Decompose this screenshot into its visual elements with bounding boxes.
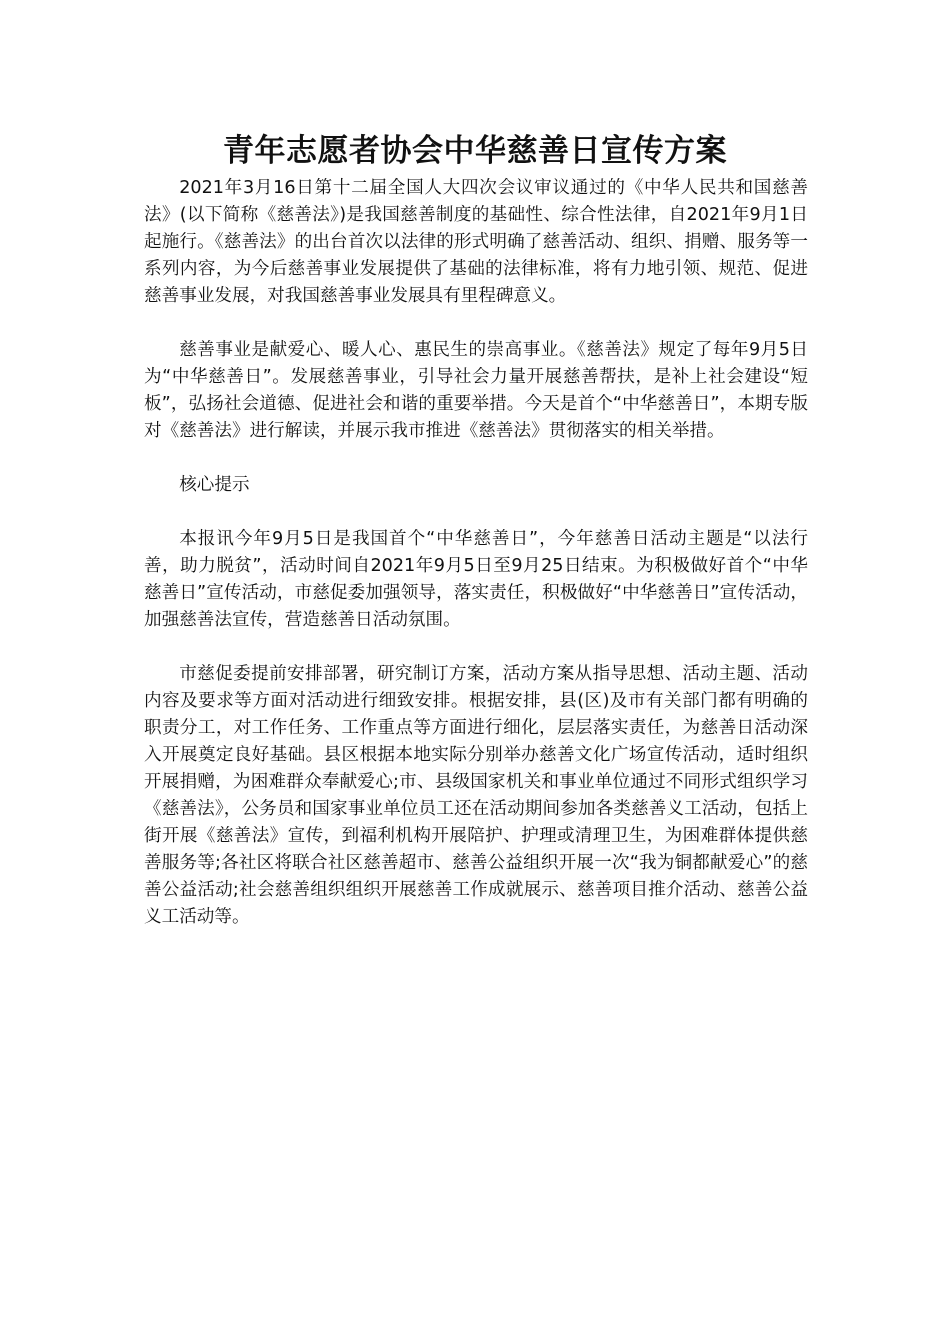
- paragraph-core-hint: 核心提示: [179, 475, 250, 495]
- paragraph-charity-day: 慈善事业是献爱心、暖人心、惠民生的崇高事业。《慈善法》规定了每年9月5日为“中华慈善日”。发展慈善事业，引导社会力量开展慈善帮扶，是补上社会建设“短板”，弘扬社会道德、促进社会和谐的重要举措。今天是首个“中华慈善日”，本期专版对《慈善法》进行解读，并展示我市推进《慈善法》贯彻落实的相关举措。: [144, 340, 808, 441]
- paragraph-intro: 2021年3月16日第十二届全国人大四次会议审议通过的《中华人民共和国慈善法》(以下简称《慈善法》)是我国慈善制度的基础性、综合性法律，自2021年9月1日起施行。《慈善法》的出台首次以法律的形式明确了慈善活动、组织、捐赠、服务等一系列内容，为今后慈善事业发展提供了基础的法律标准，将有力地引领、规范、促进慈善事业发展，对我国慈善事业发展具有里程碑意义。: [144, 178, 808, 306]
- document-body: [144, 175, 808, 958]
- paragraph-news-report: 本报讯今年9月5日是我国首个“中华慈善日”，今年慈善日活动主题是“以法行善，助力脱贫”，活动时间自2021年9月5日至9月25日结束。为积极做好首个“中华慈善日”宣传活动，市慈促委加强领导，落实责任，积极做好“中华慈善日”宣传活动，加强慈善法宣传，营造慈善日活动氛围。: [144, 529, 808, 630]
- page-title: 青年志愿者协会中华慈善日宣传方案: [223, 133, 727, 169]
- paragraph-arrangements: 市慈促委提前安排部署，研究制订方案，活动方案从指导思想、活动主题、活动内容及要求等方面对活动进行细致安排。根据安排，县(区)及市有关部门都有明确的职责分工，对工作任务、工作重点等方面进行细化，层层落实责任，为慈善日活动深入开展奠定良好基础。县区根据本地实际分别举办慈善文化广场宣传活动，适时组织开展捐赠，为困难群众奉献爱心;市、县级国家机关和事业单位通过不同形式组织学习《慈善法》，公务员和国家事业单位员工还在活动期间参加各类慈善义工活动，包括上街开展《慈善法》宣传，到福利机构开展陪护、护理或清理卫生，为困难群体提供慈善服务等;各社区将联合社区慈善超市、慈善公益组织开展一次“我为铜都献爱心”的慈善公益活动;社会慈善组织组织开展慈善工作成就展示、慈善项目推介活动、慈善公益义工活动等。: [144, 664, 808, 927]
